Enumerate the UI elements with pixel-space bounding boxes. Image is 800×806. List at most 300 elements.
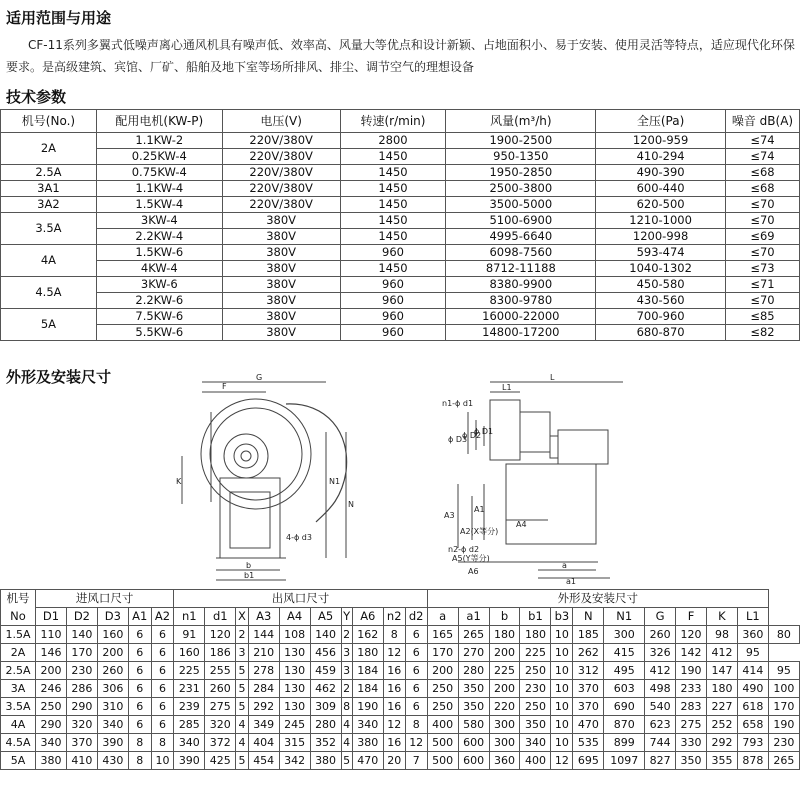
spec-cell: 380V bbox=[222, 309, 340, 325]
dims-cell: 6 bbox=[151, 698, 174, 716]
dims-col-25: L1 bbox=[737, 608, 768, 626]
dims-cell: 250 bbox=[520, 698, 551, 716]
dims-cell: 210 bbox=[248, 644, 279, 662]
spec-cell: 8712-11188 bbox=[446, 261, 596, 277]
dims-cell: 10 bbox=[551, 626, 573, 644]
label-A1: A1 bbox=[474, 505, 485, 514]
dims-cell: 220 bbox=[489, 698, 520, 716]
dims-cell: 10 bbox=[551, 716, 573, 734]
dims-cell: 230 bbox=[768, 734, 799, 752]
dims-cell: 490 bbox=[737, 680, 768, 698]
dims-cell: 360 bbox=[489, 752, 520, 770]
dims-cell: 412 bbox=[645, 662, 676, 680]
dims-cell: 4 bbox=[236, 734, 249, 752]
dims-col-4: A2 bbox=[151, 608, 174, 626]
dims-row bbox=[1, 662, 800, 680]
spec-row bbox=[1, 149, 800, 165]
dims-cell: 260 bbox=[645, 626, 676, 644]
spec-cell: 3KW-6 bbox=[96, 277, 222, 293]
spec-cell: 0.75KW-4 bbox=[96, 165, 222, 181]
spec-cell: 1450 bbox=[340, 165, 446, 181]
dims-cell: 225 bbox=[520, 644, 551, 662]
dims-col-3: A1 bbox=[128, 608, 151, 626]
dims-cell: 16 bbox=[383, 734, 405, 752]
dims-cell: 870 bbox=[604, 716, 645, 734]
spec-cell: 1.5KW-6 bbox=[96, 245, 222, 261]
spec-header-0: 机号(No.) bbox=[1, 110, 97, 133]
dims-cell: 6 bbox=[405, 680, 427, 698]
dims-cell: 283 bbox=[676, 698, 707, 716]
dims-col-15: a bbox=[427, 608, 458, 626]
spec-cell: 1450 bbox=[340, 181, 446, 197]
spec-cell: 220V/380V bbox=[222, 197, 340, 213]
dims-cell: 292 bbox=[706, 734, 737, 752]
dims-cell: 12 bbox=[551, 752, 573, 770]
spec-cell: 450-580 bbox=[596, 277, 726, 293]
spec-row bbox=[1, 245, 800, 261]
dims-cell: 91 bbox=[174, 626, 205, 644]
dims-cell: 225 bbox=[489, 662, 520, 680]
dims-cell: 10 bbox=[551, 698, 573, 716]
spec-model-no: 5A bbox=[1, 309, 97, 341]
dims-cell: 252 bbox=[706, 716, 737, 734]
spec-header-5: 全压(Pa) bbox=[596, 110, 726, 133]
dims-cell: 744 bbox=[645, 734, 676, 752]
dims-cell: 250 bbox=[520, 662, 551, 680]
spec-cell: 5100-6900 bbox=[446, 213, 596, 229]
spec-header-4: 风量(m³/h) bbox=[446, 110, 596, 133]
dims-cell: 6 bbox=[151, 644, 174, 662]
dims-cell: 498 bbox=[645, 680, 676, 698]
label-b: b bbox=[246, 561, 252, 570]
dims-cell: 6 bbox=[128, 626, 151, 644]
dims-cell: 162 bbox=[352, 626, 383, 644]
dims-cell: 540 bbox=[645, 698, 676, 716]
spec-cell: 4995-6640 bbox=[446, 229, 596, 245]
dims-cell: 110 bbox=[36, 626, 67, 644]
dims-cell: 6 bbox=[405, 644, 427, 662]
dims-cell: 200 bbox=[36, 662, 67, 680]
dims-cell: 255 bbox=[205, 662, 236, 680]
dims-cell: 6 bbox=[151, 662, 174, 680]
spec-cell: 1450 bbox=[340, 213, 446, 229]
label-holes-d3: 4-ϕ d3 bbox=[286, 533, 312, 542]
spec-cell: 960 bbox=[340, 325, 446, 341]
dims-col-13: n2 bbox=[383, 608, 405, 626]
label-A5: A5(Y等分) bbox=[452, 554, 490, 563]
dims-cell: 6 bbox=[151, 680, 174, 698]
spec-row bbox=[1, 181, 800, 197]
dims-col-9: A4 bbox=[279, 608, 310, 626]
dims-cell: 456 bbox=[310, 644, 341, 662]
spec-cell: 6098-7560 bbox=[446, 245, 596, 261]
dims-cell: 370 bbox=[573, 680, 604, 698]
spec-cell: ≤68 bbox=[725, 165, 799, 181]
spec-cell: 1040-1302 bbox=[596, 261, 726, 277]
label-b1: b1 bbox=[244, 571, 255, 580]
dims-cell: 184 bbox=[352, 662, 383, 680]
dims-row bbox=[1, 698, 800, 716]
dims-cell: 2 bbox=[341, 626, 352, 644]
dims-cell: 286 bbox=[66, 680, 97, 698]
spec-cell: 220V/380V bbox=[222, 165, 340, 181]
dims-cell: 312 bbox=[573, 662, 604, 680]
spec-cell: 1200-959 bbox=[596, 133, 726, 149]
dims-cell: 350 bbox=[458, 680, 489, 698]
dims-cell: 130 bbox=[279, 698, 310, 716]
spec-header-2: 电压(V) bbox=[222, 110, 340, 133]
dims-cell: 535 bbox=[573, 734, 604, 752]
dims-cell: 170 bbox=[768, 698, 799, 716]
dims-cell: 8 bbox=[341, 698, 352, 716]
dims-cell: 12 bbox=[383, 644, 405, 662]
dims-cell: 8 bbox=[128, 734, 151, 752]
dims-cell: 6 bbox=[405, 698, 427, 716]
fan-side-view-drawing bbox=[438, 372, 628, 586]
dims-cell: 5 bbox=[236, 752, 249, 770]
spec-cell: 1450 bbox=[340, 149, 446, 165]
spec-cell: ≤73 bbox=[725, 261, 799, 277]
spec-cell: 1900-2500 bbox=[446, 133, 596, 149]
dims-cell: 400 bbox=[520, 752, 551, 770]
dims-row bbox=[1, 734, 800, 752]
spec-cell: 1210-1000 bbox=[596, 213, 726, 229]
spec-cell: 16000-22000 bbox=[446, 309, 596, 325]
dims-cell: 7 bbox=[405, 752, 427, 770]
dims-cell: 6 bbox=[128, 680, 151, 698]
dims-cell: 372 bbox=[205, 734, 236, 752]
spec-cell: 5.5KW-6 bbox=[96, 325, 222, 341]
dims-col-12: A6 bbox=[352, 608, 383, 626]
dims-col-20: N bbox=[573, 608, 604, 626]
dims-cell: 80 bbox=[768, 626, 799, 644]
dims-cell: 309 bbox=[310, 698, 341, 716]
dims-cell: 320 bbox=[66, 716, 97, 734]
spec-cell: 410-294 bbox=[596, 149, 726, 165]
dims-cell: 184 bbox=[352, 680, 383, 698]
dims-model-no: 1.5A bbox=[1, 626, 36, 644]
dims-cell: 231 bbox=[174, 680, 205, 698]
spec-cell: ≤74 bbox=[725, 133, 799, 149]
label-A2: A2(X等分) bbox=[460, 527, 499, 536]
dims-cell: 130 bbox=[279, 644, 310, 662]
dims-cell: 12 bbox=[383, 716, 405, 734]
spec-cell: 380V bbox=[222, 229, 340, 245]
spec-cell: 8380-9900 bbox=[446, 277, 596, 293]
fan-front-view-drawing bbox=[176, 372, 376, 586]
dims-cell: 380 bbox=[310, 752, 341, 770]
dims-cell: 8 bbox=[128, 752, 151, 770]
spec-cell: 0.25KW-4 bbox=[96, 149, 222, 165]
spec-cell: 1450 bbox=[340, 229, 446, 245]
spec-cell: 620-500 bbox=[596, 197, 726, 213]
dims-cell: 352 bbox=[310, 734, 341, 752]
spec-cell: 700-960 bbox=[596, 309, 726, 325]
dims-cell: 425 bbox=[205, 752, 236, 770]
spec-table bbox=[0, 109, 800, 341]
dims-cell: 306 bbox=[97, 680, 128, 698]
spec-cell: 220V/380V bbox=[222, 149, 340, 165]
dims-cell: 280 bbox=[310, 716, 341, 734]
dims-cell: 500 bbox=[427, 752, 458, 770]
dims-cell: 130 bbox=[279, 662, 310, 680]
dims-cell: 180 bbox=[352, 644, 383, 662]
dims-cell: 899 bbox=[604, 734, 645, 752]
dims-cell: 200 bbox=[489, 680, 520, 698]
spec-cell: 380V bbox=[222, 245, 340, 261]
dims-cell: 230 bbox=[66, 662, 97, 680]
dims-cell: 180 bbox=[706, 680, 737, 698]
dims-col-2: D3 bbox=[97, 608, 128, 626]
spec-cell: 1.1KW-2 bbox=[96, 133, 222, 149]
dims-cell: 410 bbox=[66, 752, 97, 770]
dims-cell: 342 bbox=[279, 752, 310, 770]
dims-no-header-bottom: No bbox=[1, 608, 36, 626]
dims-cell: 4 bbox=[236, 716, 249, 734]
spec-model-no: 2.5A bbox=[1, 165, 97, 181]
spec-cell: ≤82 bbox=[725, 325, 799, 341]
dims-col-14: d2 bbox=[405, 608, 427, 626]
dims-model-no: 3A bbox=[1, 680, 36, 698]
label-N: N bbox=[348, 500, 354, 509]
dims-cell: 454 bbox=[248, 752, 279, 770]
dims-cell: 4 bbox=[341, 734, 352, 752]
dims-inlet-header: 进风口尺寸 bbox=[36, 590, 174, 608]
dims-cell: 160 bbox=[97, 626, 128, 644]
dims-cell: 200 bbox=[97, 644, 128, 662]
dims-cell: 108 bbox=[279, 626, 310, 644]
spec-cell: ≤71 bbox=[725, 277, 799, 293]
dims-cell: 470 bbox=[352, 752, 383, 770]
dims-row bbox=[1, 644, 800, 662]
dims-cell: 165 bbox=[427, 626, 458, 644]
dims-cell: 180 bbox=[520, 626, 551, 644]
dims-cell: 245 bbox=[279, 716, 310, 734]
spec-cell: 1450 bbox=[340, 197, 446, 213]
dims-cell: 260 bbox=[205, 680, 236, 698]
spec-cell: 3500-5000 bbox=[446, 197, 596, 213]
dims-cell: 6 bbox=[151, 626, 174, 644]
dims-col-10: A5 bbox=[310, 608, 341, 626]
spec-cell: 4KW-4 bbox=[96, 261, 222, 277]
spec-row bbox=[1, 261, 800, 277]
dims-cell: 390 bbox=[97, 734, 128, 752]
dims-cell: 3 bbox=[341, 644, 352, 662]
label-a: a bbox=[562, 561, 567, 570]
dims-cell: 190 bbox=[676, 662, 707, 680]
dims-cell: 280 bbox=[458, 662, 489, 680]
dims-cell: 190 bbox=[352, 698, 383, 716]
spec-cell: ≤70 bbox=[725, 293, 799, 309]
dims-cell: 380 bbox=[352, 734, 383, 752]
spec-cell: 220V/380V bbox=[222, 181, 340, 197]
dims-cell: 6 bbox=[151, 716, 174, 734]
spec-cell: 960 bbox=[340, 293, 446, 309]
dims-cell: 95 bbox=[768, 662, 799, 680]
dims-cell: 10 bbox=[551, 662, 573, 680]
dims-cell: 500 bbox=[427, 734, 458, 752]
label-L: L bbox=[550, 373, 555, 382]
dims-cell: 8 bbox=[383, 626, 405, 644]
spec-cell: 960 bbox=[340, 309, 446, 325]
dims-col-0: D1 bbox=[36, 608, 67, 626]
dims-cell: 330 bbox=[676, 734, 707, 752]
dims-cell: 6 bbox=[128, 716, 151, 734]
dims-cell: 16 bbox=[383, 680, 405, 698]
dims-cell: 190 bbox=[768, 716, 799, 734]
dims-row bbox=[1, 752, 800, 770]
spec-cell: 7.5KW-6 bbox=[96, 309, 222, 325]
dims-row bbox=[1, 680, 800, 698]
spec-cell: 1.5KW-4 bbox=[96, 197, 222, 213]
dims-col-18: b1 bbox=[520, 608, 551, 626]
dims-cell: 290 bbox=[36, 716, 67, 734]
dims-cell: 326 bbox=[645, 644, 676, 662]
dims-cell: 350 bbox=[676, 752, 707, 770]
dims-cell: 370 bbox=[573, 698, 604, 716]
label-A4: A4 bbox=[516, 520, 527, 529]
spec-cell: 2500-3800 bbox=[446, 181, 596, 197]
dims-cell: 260 bbox=[97, 662, 128, 680]
dims-cell: 470 bbox=[573, 716, 604, 734]
dims-model-no: 4A bbox=[1, 716, 36, 734]
dims-col-21: N1 bbox=[604, 608, 645, 626]
dims-cell: 16 bbox=[383, 698, 405, 716]
dims-cell: 1097 bbox=[604, 752, 645, 770]
label-D2: ϕ D2 bbox=[462, 431, 482, 440]
spec-cell: ≤70 bbox=[725, 213, 799, 229]
dims-cell: 20 bbox=[383, 752, 405, 770]
dims-cell: 200 bbox=[427, 662, 458, 680]
label-A3: A3 bbox=[444, 511, 455, 520]
dims-cell: 658 bbox=[737, 716, 768, 734]
spec-cell: 14800-17200 bbox=[446, 325, 596, 341]
dims-col-16: a1 bbox=[458, 608, 489, 626]
dims-cell: 200 bbox=[489, 644, 520, 662]
dims-cell: 146 bbox=[36, 644, 67, 662]
spec-cell: 960 bbox=[340, 277, 446, 293]
dims-model-no: 2A bbox=[1, 644, 36, 662]
dims-model-no: 3.5A bbox=[1, 698, 36, 716]
spec-cell: ≤85 bbox=[725, 309, 799, 325]
dims-cell: 400 bbox=[427, 716, 458, 734]
dims-cell: 350 bbox=[458, 698, 489, 716]
dims-cell: 225 bbox=[174, 662, 205, 680]
dims-cell: 292 bbox=[248, 698, 279, 716]
dimensions-table bbox=[0, 589, 800, 770]
label-K: K bbox=[176, 477, 182, 486]
dims-cell: 278 bbox=[248, 662, 279, 680]
dims-cell: 284 bbox=[248, 680, 279, 698]
dims-cell: 270 bbox=[458, 644, 489, 662]
spec-cell: 1950-2850 bbox=[446, 165, 596, 181]
dims-cell: 170 bbox=[66, 644, 97, 662]
dims-no-header-top: 机号 bbox=[1, 590, 36, 608]
spec-cell: 960 bbox=[340, 245, 446, 261]
spec-row bbox=[1, 325, 800, 341]
spec-cell: 1200-998 bbox=[596, 229, 726, 245]
spec-model-no: 2A bbox=[1, 133, 97, 165]
spec-cell: 2800 bbox=[340, 133, 446, 149]
dims-col-23: F bbox=[676, 608, 707, 626]
spec-cell: 490-390 bbox=[596, 165, 726, 181]
spec-cell: 1450 bbox=[340, 261, 446, 277]
dims-cell: 3 bbox=[341, 662, 352, 680]
dims-model-no: 2.5A bbox=[1, 662, 36, 680]
dims-model-no: 4.5A bbox=[1, 734, 36, 752]
spec-header-3: 转速(r/min) bbox=[340, 110, 446, 133]
dims-cell: 5 bbox=[236, 662, 249, 680]
spec-row bbox=[1, 277, 800, 293]
dims-cell: 140 bbox=[310, 626, 341, 644]
dims-cell: 340 bbox=[97, 716, 128, 734]
label-holes-d2: n2-ϕ d2 bbox=[448, 545, 480, 554]
spec-row bbox=[1, 133, 800, 149]
dims-cell: 130 bbox=[279, 680, 310, 698]
dims-cell: 603 bbox=[604, 680, 645, 698]
dims-cell: 462 bbox=[310, 680, 341, 698]
dims-cell: 160 bbox=[174, 644, 205, 662]
dims-cell: 285 bbox=[174, 716, 205, 734]
label-a1: a1 bbox=[566, 577, 576, 586]
dims-cell: 695 bbox=[573, 752, 604, 770]
spec-row bbox=[1, 165, 800, 181]
spec-model-no: 3A1 bbox=[1, 181, 97, 197]
dims-cell: 10 bbox=[551, 734, 573, 752]
spec-cell: 2.2KW-4 bbox=[96, 229, 222, 245]
dims-cell: 8 bbox=[405, 716, 427, 734]
dims-cell: 120 bbox=[676, 626, 707, 644]
spec-row bbox=[1, 309, 800, 325]
spec-model-no: 4.5A bbox=[1, 277, 97, 309]
dims-cell: 262 bbox=[573, 644, 604, 662]
dims-cell: 5 bbox=[341, 752, 352, 770]
spec-header-6: 噪音 dB(A) bbox=[725, 110, 799, 133]
dims-col-6: d1 bbox=[205, 608, 236, 626]
dims-cell: 275 bbox=[676, 716, 707, 734]
dims-cell: 690 bbox=[604, 698, 645, 716]
dims-cell: 3 bbox=[236, 644, 249, 662]
spec-cell: 430-560 bbox=[596, 293, 726, 309]
dims-cell: 5 bbox=[236, 680, 249, 698]
dims-cell: 300 bbox=[489, 716, 520, 734]
scope-text: CF-11系列多翼式低噪声离心通风机具有噪声低、效率高、风量大等优点和设计新颖、占地面积小、易于安装、使用灵活等特点，适应现代化环保要求。是高级建筑、宾馆、厂矿、船舶及地下室等场所排风、排尘、调节空气的理想设备 bbox=[6, 38, 795, 74]
dims-cell: 600 bbox=[458, 734, 489, 752]
label-holes-d1: n1-ϕ d1 bbox=[442, 399, 474, 408]
dims-cell: 350 bbox=[520, 716, 551, 734]
spec-cell: 380V bbox=[222, 261, 340, 277]
dims-cell: 147 bbox=[706, 662, 737, 680]
scope-heading: 适用范围与用途 bbox=[6, 9, 112, 27]
dims-cell: 100 bbox=[768, 680, 799, 698]
dims-col-8: A3 bbox=[248, 608, 279, 626]
dims-cell: 623 bbox=[645, 716, 676, 734]
dims-cell: 300 bbox=[604, 626, 645, 644]
dims-col-5: n1 bbox=[174, 608, 205, 626]
dims-cell: 415 bbox=[604, 644, 645, 662]
dims-cell: 6 bbox=[128, 698, 151, 716]
dims-col-11: Y bbox=[341, 608, 352, 626]
dims-col-24: K bbox=[706, 608, 737, 626]
dims-cell: 233 bbox=[676, 680, 707, 698]
dims-cell: 340 bbox=[352, 716, 383, 734]
dims-col-17: b bbox=[489, 608, 520, 626]
dims-cell: 380 bbox=[36, 752, 67, 770]
dims-cell: 315 bbox=[279, 734, 310, 752]
dims-cell: 793 bbox=[737, 734, 768, 752]
dims-cell: 827 bbox=[645, 752, 676, 770]
dims-cell: 355 bbox=[706, 752, 737, 770]
